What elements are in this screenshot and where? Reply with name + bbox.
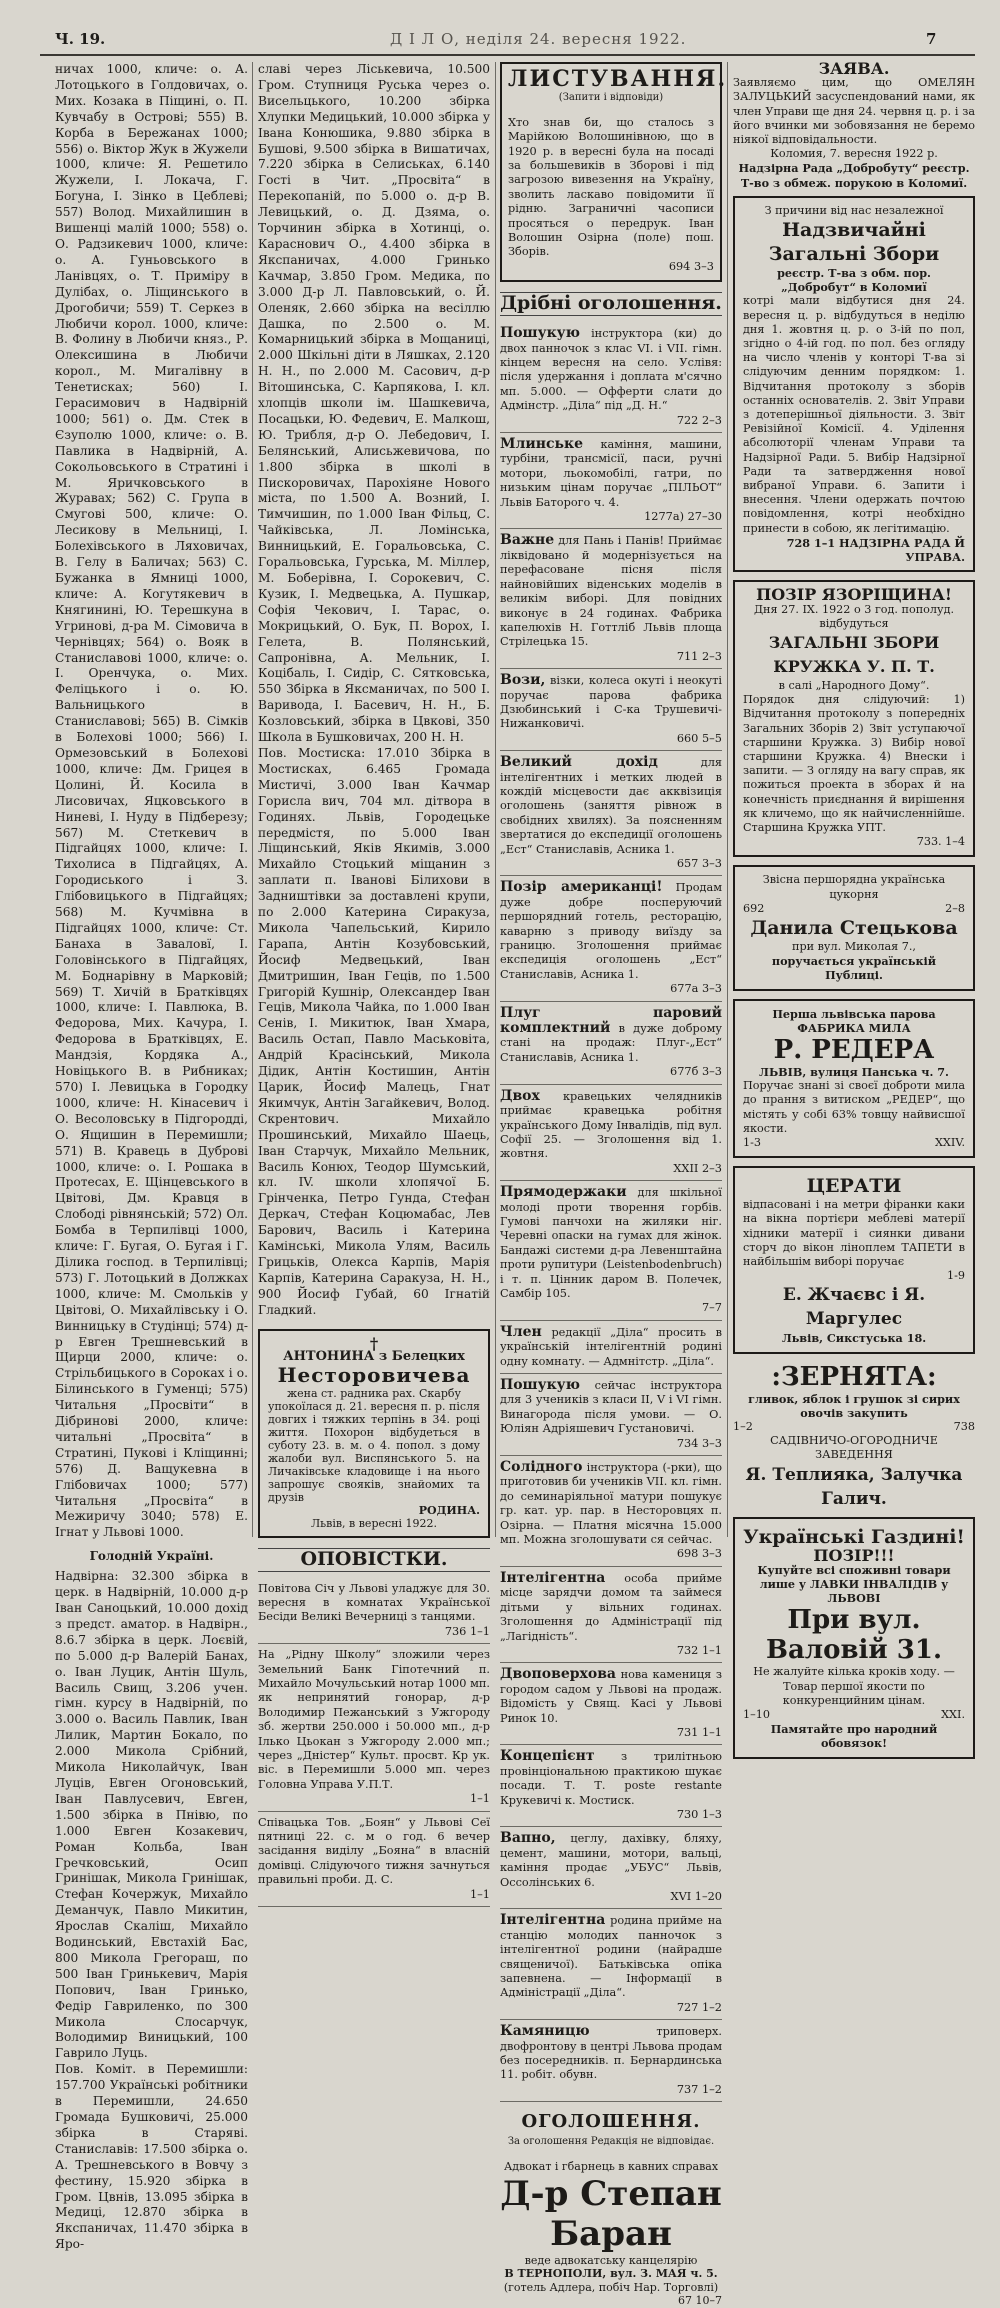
- small-ad: [500, 1085, 722, 1181]
- small-ad-text: редакції „Діла“ просить в українській інтелігентній родині одну комнату. — Адмнітстр. „Діла“.: [500, 1325, 723, 1368]
- soap-factory-name: Р. РЕДЕРА: [773, 1034, 935, 1065]
- correspondence-subtitle: (Запити і відповіди): [558, 91, 664, 103]
- small-ad-lead: Камяницю: [500, 2023, 590, 2040]
- small-ad-text: інструктора (-рки), що приготовив би учеників VII. кл. гімн. до семинаріяльної матури пошукує гр. кат. ур. пар. в Несторовцях п. Озірна. — Платня місячна 15.000 мп. Можна зголошувати ся сейчас.: [500, 1461, 722, 1547]
- lawyer-advertisement: Адвокат і гбарнець в кавних справах Д-р Степан Баран веде адвокатську канцелярію В ТЕРНОПОЛИ, вул. З. МАЯ ч. 5. (готель Адлера, побіч Нар. Торговлі) 67 10–7: [500, 2160, 722, 2308]
- masthead-dateline: Д І Л О, неділя 24. вересня 1922.: [390, 30, 687, 48]
- lawyer-name: Д-р Степан Баран: [500, 2173, 722, 2254]
- small-ad: [500, 322, 722, 433]
- soap-factory-advertisement: Перша львівська парова ФАБРИКА МИЛА Р. РЕДЕРА ЛЬВІВ, вулиця Панська ч. 7. Поручає знані зі своєї доброти мила до прання з витиском „РЕДЕР“, що містять у собі 63% товщу найвисшої якости. 1-3 XXIV.: [733, 999, 975, 1159]
- small-ad-code: 731 1–1: [676, 1725, 722, 1739]
- small-ad-lead: Важне: [500, 532, 555, 549]
- column-3: [500, 62, 728, 2308]
- small-ad: [500, 669, 722, 751]
- statement-notice: ЗАЯВА. Заявляємо цим, що ОМЕЛЯН ЗАЛУЦЬКИЙ засуспендований нами, як член Управи ще дня 24. червня ц. р. і за його вчинки ми зобовязання не беремо ніякої відповідальности. Коломия, 7. вересня 1922 р. Надзірна Рада „Добробуту“ реєстр. Т-во з обмеж. порукою в Коломиї.: [733, 59, 975, 190]
- notice-item: Повітова Січ у Львові уладжує для 30. вересня в комнатах Української Бесіди Великі Вечерниці з танцями. 736 1–1: [258, 1578, 490, 1645]
- page-header: [0, 0, 1000, 60]
- obituary-name-line: АНТОНИНА з Белецких: [283, 1348, 465, 1364]
- small-ad-lead: Млинське: [500, 436, 584, 453]
- obituary-notice: [258, 1329, 490, 1538]
- small-ad-text: в дуже доброму стані на продаж: Плуг-„Ест“ Станиславів, Асника 1.: [500, 1022, 723, 1064]
- column-4: [733, 59, 975, 1751]
- obituary-body: упокоїлася д. 21. вересня п. р. після довгих і тяжких терпінь в 34. році життя. Похорон відбудеться в суботу 23. в. м. о 4. попол. з дому жалоби вул. Виспянського 5. на Личаківське кладовище і на нього запрошує свояків, знайомих та друзів: [268, 1399, 480, 1504]
- small-ad: [500, 1321, 722, 1374]
- small-ad: [500, 529, 722, 669]
- seeds-advertisement: :ЗЕРНЯТА: гливок, яблок і грушок зі сирих овочів закупить 1–2 738 САДІВНИЧО-ОГОРОДНИЧЕ ЗАВЕДЕННЯ Я. Теплияка, Залучка Галич.: [733, 1361, 975, 1509]
- column-divider: [727, 62, 728, 1537]
- statement-title: ЗАЯВА.: [818, 59, 890, 78]
- small-ad-lead: Концепієнт: [500, 1748, 595, 1765]
- small-ad-code: 727 1–2: [676, 2000, 722, 2014]
- section-heading: Голодній Україні.: [89, 1549, 214, 1564]
- donation-list-text: Пов. Коміт. в Перемишли: 157.700 Українські робітники в Перемишли, 24.650 Громада Бушковичі, 25.000 збірка в Старяві. Станиславів: 17.500 збірка о. А. Трешневського в Вовчу з фестину, 15.920 збірка в Гром. Цвнів, 13.095 збірка в Медиці, 12.870 збірка в Якспаничах, 11.470 збірка в Яро-: [55, 2062, 248, 2252]
- small-ad-code: 698 3–3: [676, 1547, 722, 1561]
- small-ad-text: особа прийме місце зарядчи домом та займеся дітьми у вільних годинах. Зголошення до Адміністрації під „Лагідність“.: [500, 1571, 722, 1643]
- donation-list-text: Пов. Мостиска: 17.010 Збірка в Мостисках, 6.465 Громада Мистичі, 3.000 Іван Качмар Горисла вич, 704 мл. дітвора в Годинях. Львів, Городецьке передмістя, по 5.000 Іван Ліщинський, Яків Якимів, 3.000 Михайло Стоцький міщанин з заплати п. Іванові Білихови в Задништівки за доставлені крупи, по 2.000 Катерина Сиракуза, Микола Чапельський, Кирило Гарапа, Антін Козубовський, Йосиф Медвецький, Іван Дмитришин, Іван Геців, по 1.500 Григорій Кушнір, Олександер Іван Геців, Микола Чайка, по 1.000 Іван Сенів, І. Микитюк, Іван Хмара, Василь Остап, Павло Маськовіта, Андрій Красінський, Микола Дідик, Антін Костишин, Антін Царик, Йосиф Малець, Гнат Якимчук, Антін Загайкевич, Волод. Скрентович. Михайло Прошинський, Михайло Шаець, Іван Старчук, Михайло Мельник, Василь Конюх, Теодор Шумський, кл. IV. школи хлопячої Б. Грінченка, Петро Гунда, Стефан Деркач, Стефан Коцюмабас, Лев Барович, Василь і Катерина Камінські, Микола Улям, Василь Грицьків, Олекса Карпів, Марія Карпів, Катерина Саракуза, Н. Н., 900 Йосиф Губай, 60 Ігнатій Гладкий.: [258, 745, 490, 1317]
- small-ad-text: для шкільної молоді проти творення горбів. Гумові панчохи на жиляки ніг. Черевні опаски на гумах для жінок. Бандажі системи д-ра Левенштайна проти рупитури (Leistenbodenbruch) і т. п. Цінник даром В. Полечек, Самбір 105.: [500, 1186, 723, 1300]
- small-ad-lead: Інтелігентна: [500, 1569, 606, 1586]
- notice-item: На „Рідну Школу“ зложили через Земельний Банк Гіпотечний п. Михайло Мочульський нотар 1000 мп. як непринятий гонорар, д-р Володимир Пежанський з Ужгороду зб. жертви 250.000 і 50.000 мп., д-р Ілько Цьокан з Ужгороду 2.000 мп.; через „Дністер“ Культ. просвт. Кр ук. віс. в Перемишли 5.000 мп. через Головна Управа У.П.Т. 1–1: [258, 1644, 490, 1811]
- small-ad-lead: Прямодержаки: [500, 1184, 627, 1201]
- small-ad-lead: Двох: [500, 1087, 540, 1104]
- small-ads-list: [500, 322, 722, 2102]
- small-ads-heading: Дрібні оголошення.: [500, 292, 722, 315]
- small-ad-code: 722 2–3: [676, 413, 722, 427]
- meeting-title: Надзвичайні Загальні Збори: [768, 219, 940, 266]
- notice-item: Співацька Тов. „Боян“ у Львові Сеї пятниці 22. с. м о год. 6 вечер засідання виділу „Бояна“ в власній домівці. Слідуючого тижня зачнуться правильні проби. Д. С. 1–1: [258, 1812, 490, 1907]
- small-ad-code: 677a 3–3: [670, 982, 722, 996]
- small-ad-lead: Плуг паровий комплектний: [500, 1004, 722, 1037]
- cross-icon: †: [369, 1333, 379, 1353]
- small-ad-text: кравецьких челядників приймає кравецька робітня українського Дому Інвалідів, під вул. Софії 25. — Зголошення від 1. жовтня.: [500, 1089, 723, 1161]
- donation-list-text: Надвірна: 32.300 збірка в церк. в Надвірній, 10.000 д-р Іван Саноцький, 10.000 дохід з предст. аматор. в Надвірн., 8.6.7 збірка в церк. Лоєвій, по 5.000 д-р Валерій Банах, о. Іван Луцик, Антін Шуль, Василь Свищ, 3.206 учен. гімн. курсу в Надвірній, по 3.000 о. Василь Павлик, Іван Лилик, Мартин Бокало, по 2.000 Микола Срібний, Микола Николайчук, Іван Луців, Евген Огоновський, Іван Павлусевич, Евген, 1.500 збірка в Пнівю, по 1.000 Евген Козакевич, Роман Кольба, Іван Гречковський, Осип Гринішак, Микола Гринішак, Стефан Кочержук, Михайло Деманчук, Павло Микитин, Ярослав Скаліш, Михайло Водинський, Евстахій Бас, 800 Микола Грегораш, по 500 Іван Гринькевич, Марія Попович, Іван Гринько, Федір Гавриленко, по 300 Микола Слосарчук, Володимир Виницький, 100 Гаврило Луць.: [55, 1569, 248, 2061]
- small-ad: [500, 433, 722, 529]
- housewives-advertisement: Українські Газдині! ПОЗІР!!! Купуйте всі споживні товари лише у ЛАВКИ ІНВАЛІДІВ у ЛЬВОВІ При вул. Валовій 31. Не жалуйте кілька кроків ходу. — Товар першої якости по конкуренцийним цінам. 1–10 XXI. Памятайте про народний обовязок!: [733, 1517, 975, 1759]
- obituary-surname: Несторовичева: [277, 1362, 471, 1387]
- small-ad-code: 7–7: [701, 1301, 722, 1315]
- correspondence-title: ЛИСТУВАННЯ.: [508, 66, 728, 92]
- small-ad-lead: Пошукую: [500, 325, 580, 342]
- small-ad-code: 711 2–3: [676, 649, 722, 663]
- small-ad: [500, 1002, 722, 1085]
- small-ad-text: візки, колеса окуті і неокуті поручає парова фабрика Дзюбинський і С-ка Трушевичі-Нижанковичі.: [500, 674, 722, 731]
- oilcloth-advertisement: ЦЕРАТИ відпасовані і на метри фіранки каки на вікна портієри меблеві матерії хідники матерії і сиянки дивани сторч до вікон ліноплем ТАПЕТИ в найбільшім виборі поручає 1-9 Е. Жчаєвс і Я. Маргулес Львів, Сикстуська 18.: [733, 1166, 975, 1353]
- header-rule: [40, 54, 975, 56]
- small-ad-text: триповерх. двофронтову в центрі Львова продам без посередників. п. Бернардинська 11. робіт. обувн.: [500, 2025, 722, 2082]
- small-ad: [500, 876, 722, 1001]
- correspondence-box: [500, 62, 728, 282]
- correspondence-letter: Хто знав би, що сталось з Марійкою Волошинівною, що в 1920 р. в вересні була на посаді за большевиків в Зборові і під загрозою вивезення на Україну, зволить ласкаво повідомити її рідню. Заграничні часописи просяться о передрук. Іван Волошин Озірна (поле) пош. Зборів. 694 3–3: [508, 115, 714, 273]
- small-ad: [500, 1456, 722, 1567]
- small-ad-code: 660 5–5: [676, 731, 722, 745]
- small-ad-code: XVI 1–20: [670, 1890, 722, 1903]
- small-ad: [500, 1567, 722, 1663]
- small-ad-code: 730 1–3: [676, 1807, 722, 1821]
- small-ad: [500, 1374, 722, 1456]
- column-2: [258, 62, 490, 1901]
- obituary-title-line: жена ст. радника рах. Скарбу: [286, 1386, 461, 1400]
- small-ad-text: для Пань і Панів! Приймає ліквідовано й модернізується на перефасоване пісня після найновійших віденських моделів в великім виборі. Для повідних виконує в 24 годинах. Фабрика капелюхів Н. Готтліб Львів площа Стрілецька 15.: [500, 534, 723, 649]
- small-ad-lead: Великий дохід: [500, 754, 658, 771]
- small-ad-lead: Солідного: [500, 1459, 583, 1476]
- announcements-heading: ОГОЛОШЕННЯ.: [521, 2111, 701, 2133]
- confectionery-name: Данила Стецькова: [750, 916, 958, 939]
- small-ad-code: 737 1–2: [676, 2082, 722, 2096]
- donation-list-text: ничах 1000, кличе: о. А. Лотоцького в Голдовичах, о. Мих. Козака в Піщині, о. П. Кувчабу в Острові; 555) В. Корба в Бережанах 1000; 556) о. Віктор Жук в Жужели 1000, кличе: Я. Решетило Жужели, І. Локача, Г. Богуна, І. Зінко в Цеблеві; 557) Волод. Михайлишин в Вишенці малій 1000; 558) о. О. Радзикевич 1000, кличе: о. А. Гуньовського в Ланівцях, о. Т. Приміру в Дулібах, о. Ліщинського в Дрогобичи; 559) Т. Серкез в Любичи корол. 1000, кличе: В. Фолину в Любичи княз., Р. Олексишина в Любичи корол., М. Мигалівну в Тенетисках; 560) І. Герасимович в Надвірній 1000; 561) о. Дм. Стек в Єзуполю 1000, кличе: о. В. Павлика в Надвірній, А. Сокольовського в Стратині і М. Яричковського в Журавах; 562) С. Група в Смугові 500, кличе: О. Лесикову в Мельниці, І. Болехівського в Ляховичах, В. Гелу в Баличах; 563) С. Бужанка в Ямниці 1000, кличе: А. Когутякевич в Княгинині, Ю. Терешкуна в Угринові, д-ра М. Сімовича в Чернівцях; 564) о. Вояк в Станиславові 1000, кличе: о. І. Оренчука, о. Мих. Феліцького і о. Ю. Вальницького в Станиславові; 565) В. Сімків в Болехові 1000; 566) І. Ормезовський в Болехові 1000, кличе: Дм. Грицея в Цолині, Й. Косила в Лисовичах, Яцковського в Ниневі, І. Нуду в Підберезу; 567) М. Стеткевич в Підгайцях 1000, кличе: І. Тихолиса в Підгайцях, А. Городиського і З. Глібовицького в Підгайцях; 568) М. Кучмівна в Підгайцях 1000, кличе: Ст. Банаха в Заваловї, І. Головінського в Підгайцях, М. Боднарівну в Марковій; 569) Т. Хичій в Братківцях 1000, кличе: І. Павлюка, В. Федорова, Мих. Качура, І. Федорова в Братківцях, Е. Мандзія, Кордяка А., Новіцького В. в Рибниках; 570) І. Левицька в Городку 1000, кличе: Н. Кінасевич і О. Весоловську в Підгородді, О. Ящишин в Перемишли; 571) В. Кравець в Дуброві 1000, кличе: о. І. Рошака в Протесах, Е. Щінцевського в Цвітові, Дм. Кравця в Слободі рівнянській; 572) Ол. Бомба в Терпилівці 1000, кличе: Г. Бугая, О. Бугая і Г. Ділика господ. в Терпилівці; 573) Г. Лотоцький в Должках 1000, кличе: М. Смольків у Цвітові, О. Михайлівську і О. Винницьку в Студінці; 574) д-р Евген Трешневський в Щирци 2000, кличе: о. Стрільбицького в Сороках і о. Білинського в Гуменці; 575) Читальня „Просвіти“ в Дібринові 2000, кличе: читальні „Просвіта“ в Стратині, Пукові і Кліщинні; 576) Д. Ващукевна в Глібовичах 1000; 577) Читальня „Просвіта“ в Межиричу 3040; 578) Е. Ігнат у Львові 1000.: [55, 62, 248, 1540]
- small-ad-lead: Вапно,: [500, 1830, 556, 1847]
- donation-list-text: славі через Ліськевича, 10.500 Гром. Ступниця Руська через о. Висельцького, 10.200 збірка Хлупки Медицький, 10.000 збірка у Івана Конюшика, 9.880 збірка в Бушові, 9.500 збірка в Вишатичах, 7.220 збірка в Селиськах, 6.140 Гості в Чит. „Просвіта“ в Перекопаній, по 5.000 о. д-р В. Левицький, о. Д. Дзяма, о. Торчинин збірка в Хотинці, о. Караснович О., 4.400 збірка в Якспаничах, 4.000 Гринько Качмар, 3.850 Гром. Медика, по 3.000 Д-р Л. Павловський, о. Й. Оленяк, 2.660 збірка на весіллю Дашка, по 2.500 о. М. Комарницький збірка в Мощаниці, 2.000 Шкільні діти в Ляшках, 2.120 Н. Н., по 2.000 М. Сасович, д-р Вітошинська, С. Карпякова, І. кл. хлопців школи ім. Шашкевича, Посацьки, Ю. Федевич, Е. Малкош, Ю. Трибля, д-р О. Лебедович, І. Белянський, Алисьжевичова, по 1.800 збірка в школі в Пискоровичах, Парохіяне Нового міста, по 1.500 А. Возний, І. Тимчишин, по 1.000 Іван Фільц, С. Чайківська, Л. Ломінська, Винницький, Е. Горальовська, С. Горальовська, Гурська, М. Міллер, М. Боберівна, І. Сорокевич, С. Кузик, І. Медвецька, А. Пушкар, Софія Чекович, І. Тарас, о. Мокрицький, О. Бук, П. Ворох, І. Гелета, В. Полянський, Сапронівна, А. Мельник, І. Коцібаль, І. Сидір, С. Сятковська, 550 Збірка в Яксманичах, по 500 І. Варивода, І. Басевич, Н. Н., Б. Козловський, збірка в Цвкові, 350 Школа в Бушковичах, 200 Н. Н.: [258, 62, 490, 745]
- small-ad-text: родина прийме на станцію молодих панночок з інтелігентної родини (найрадше священичої). Батьківська опіка запевнена. — Інформації в Адміністрації „Діла“.: [500, 1914, 723, 2000]
- small-ad-code: 657 3–3: [676, 857, 722, 870]
- column-divider: [495, 62, 496, 1537]
- page-number-left: Ч. 19.: [55, 30, 106, 48]
- small-ad: [500, 1909, 722, 2020]
- small-ad-code: 677б 3–3: [670, 1065, 722, 1079]
- small-ad: [500, 1745, 722, 1827]
- small-ad-text: з трилітньою провінціональною практикою шукає посади. Т. Т. poste restante Крукевичі к. Мостиск.: [500, 1750, 722, 1807]
- small-ad-text: Продам дуже добре посперуючий першорядний готель, ресторацію, каварню з приводу виїзду за границю. Зголошення приймає експедиція оголошень „Ест“ Станиславів, Асника 1.: [500, 881, 722, 981]
- confectionery-advertisement: Звісна першорядна українська цукорня 692 2–8 Данила Стецькова при вул. Миколая 7., поручається українській Публиці.: [733, 865, 975, 990]
- small-ad-lead: Член: [500, 1323, 542, 1340]
- small-ad-code: 732 1–1: [676, 1643, 722, 1657]
- obituary-family: РОДИНА.: [418, 1503, 480, 1517]
- small-ad-text: сейчас інструктора для 3 учеників з класи ІІ, V і VI гімн. Винагорода після умови. — О. Юліян Адріяшевич Густановичі.: [500, 1379, 722, 1436]
- small-ad-text: інструктора (ки) до двох панночок з клас VI. і VII. гімн. кінцем вересня на село. Услівя: після удержання і доплата м'сячно мп. 5.000. — Офферти слати до Адмінстр. „Діла“ під „Д. Н.“: [500, 327, 722, 413]
- small-ad-text: цеглу, дахівку, бляху, цемент, машини, мотори, вальці, каміння продає „УБУС“ Львів, Оссолінських 6.: [500, 1832, 723, 1889]
- small-ad-lead: Інтелігентна: [500, 1912, 606, 1929]
- small-ad-lead: Пошукую: [500, 1377, 580, 1393]
- small-ad-lead: Позір американці!: [500, 879, 663, 896]
- club-meeting-notice: ПОЗІР ЯЗОРІЩИНА! Дня 27. IX. 1922 о 3 год. пополуд. відбудуться ЗАГАЛЬНІ ЗБОРИ КРУЖКА У. П. Т. в салі „Народного Дому“. Порядок дня слідуючий: 1) Відчитання протоколу з попередніх Загальних Зборів 2) Звіт уступаючої старшини Кружка. 3) Вибір нової старшини Кружка. 4) Внески і запити. — З огляду на вагу справ, як пожиться проекта в зборах й на конечність приєднання й вирішення як кличемо, що як найчисленнійше. Старшина Кружка УПТ. 733. 1–4: [733, 580, 975, 857]
- small-ad-code: ХХІІ 2–3: [673, 1161, 722, 1175]
- small-ad-text: нова камениця з городом садом у Львові на продаж. Відомість у Свящ. Касі у Львові Ринок 10.: [500, 1668, 722, 1725]
- small-ad-code: 1277a) 27–30: [644, 510, 722, 524]
- small-ad-lead: Двоповерхова: [500, 1666, 617, 1683]
- column-divider: [252, 62, 253, 1537]
- obituary-place: Львів, в вересні 1922.: [310, 1516, 437, 1530]
- page-number-right: 7: [926, 30, 937, 48]
- small-ad: [500, 1181, 722, 1321]
- general-meeting-notice: З причини від нас незалежної Надзвичайні Загальні Збори реєстр. Т-ва з обм. пор. „Добробут“ в Коломиї котрі мали відбутися дня 24. вересня ц. р. відбудуться в неділю дня 1. жовтня ц. р. о 3-ій по пол, згідно о 4-ій год. по пол. без огляду на число членів у конторі Т-ва зі слідуючим денним порядком: 1. Відчитання протоколу з зборів останніх основателів. 2. Звіт Управи з дотеперішньої діяльности. 3. Звіт Ревізійної Комісії. 4. Уділення абсолюторії членам Управи та Надзірної Ради. 5. Вибір Надзірної Ради та затвердження нової вибраної Управи. 6. Запити і внесення. Члени одержать почтою повідомлення, котрі необхідно принести в собою, як легітимацію. 728 1–1 НАДЗІРНА РАДА Й УПРАВА.: [733, 196, 975, 572]
- small-ad-lead: Вози,: [500, 672, 546, 689]
- small-ad-code: 734 3–3: [676, 1436, 722, 1450]
- small-ad: [500, 2020, 722, 2102]
- small-ad: [500, 751, 722, 876]
- small-ad-text: каміння, машини, турбіни, трансмісії, паси, ручні мотори, льокомобілі, гатри, по низьким цінам поручає „ПІЛЬОТ“ Львів Баторого ч. 4.: [500, 438, 722, 509]
- small-ad: [500, 1827, 722, 1909]
- small-ad: [500, 1663, 722, 1745]
- announcements-disclaimer: За оголошення Редакція не відповідає.: [507, 2136, 715, 2148]
- notices-heading: ОПОВІСТКИ.: [258, 1548, 490, 1572]
- small-ad-text: для інтелігентних і метких людей в кождій місцевости дає акквізиція оголошень (заняття рівнож в свобідних хвилях). За поясненням звертатися до експедиції оголошень „Ест“ Станиславів, Асника 1.: [500, 756, 722, 856]
- column-1: [55, 62, 248, 2252]
